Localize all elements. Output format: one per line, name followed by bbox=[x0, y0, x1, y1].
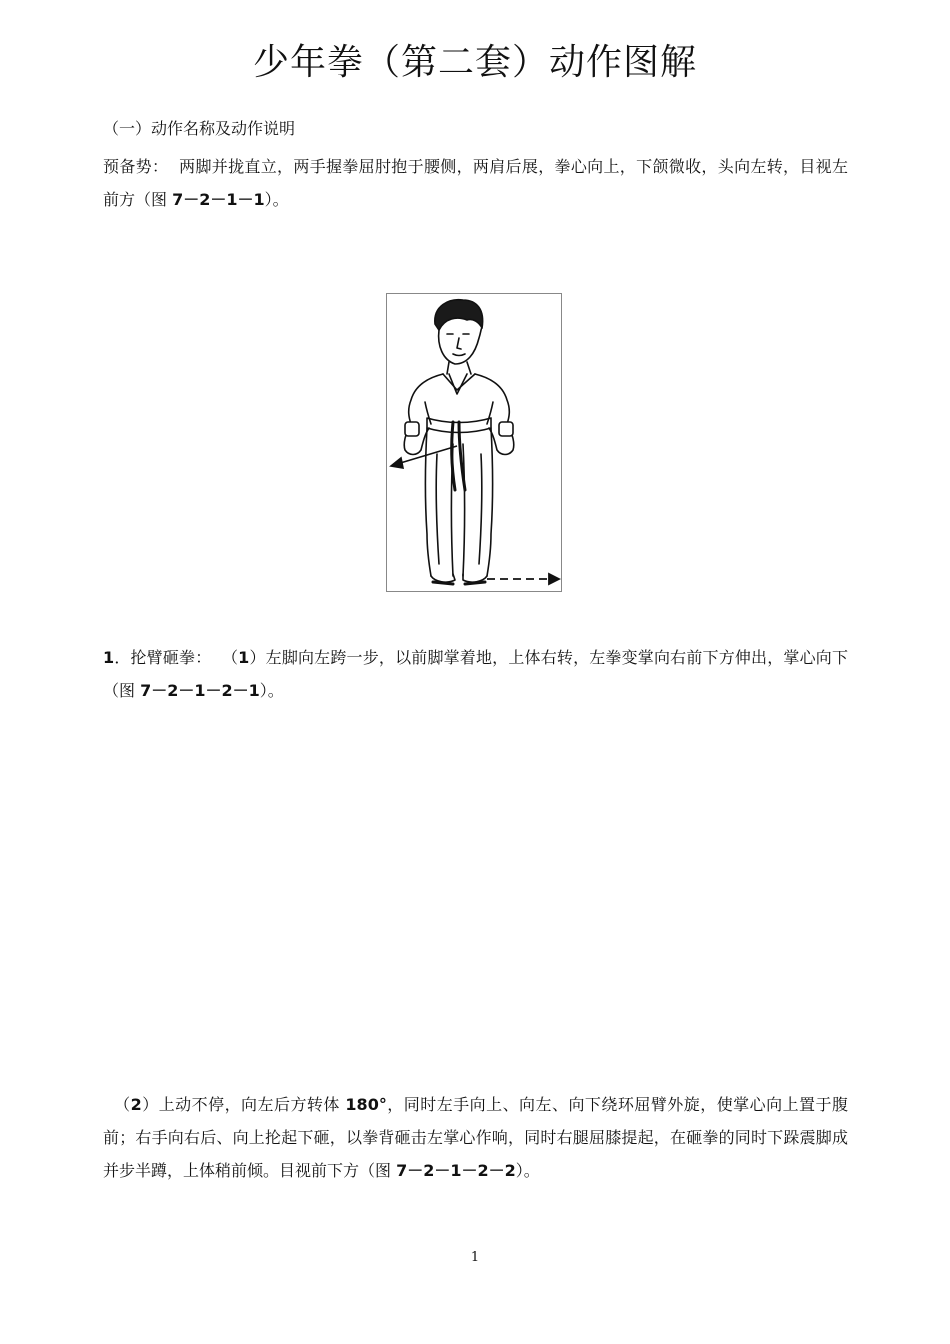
figure-ref: 7－2－1－1 bbox=[172, 190, 265, 209]
ready-posture-label: 预备势： bbox=[103, 157, 169, 176]
page-title: 少年拳（第二套）动作图解 bbox=[252, 42, 697, 83]
step2-sub-number: 2 bbox=[130, 1095, 142, 1114]
standing-figure-illustration bbox=[387, 294, 561, 591]
ready-posture-text-end: ）。 bbox=[264, 190, 289, 209]
ready-posture-figure bbox=[386, 293, 562, 592]
step2-paragraph: （2）上动不停，向左后方转体 180°，同时左手向上、向左、向下绕环屈臂外旋，使掌心向上置于腹前；右手向右后、向上抡起下砸，以拳背砸击左掌心作响，同时右腿屈膝提起，在砸拳的同时下跺震脚成并步半蹲，上体稍前倾。目视前下方（图 7－2－1－2－2）。 bbox=[103, 1095, 848, 1180]
step2-text: 上动不停，向左后方转体 bbox=[158, 1095, 346, 1114]
figure-ref: 7－2－1－2－1 bbox=[140, 681, 260, 700]
ready-posture-paragraph bbox=[103, 150, 848, 216]
step1-paragraph: 1．抡臂砸拳： （1）左脚向左跨一步，以前脚掌着地，上体右转，左拳变掌向右前下方伸出，掌心向下（图 7－2－1－2－1）。 bbox=[103, 648, 848, 700]
ready-posture-text: 两脚并拢直立，两手握拳屈肘抱于腰侧，两肩后展，拳心向上，下颌微收，头向左转，目视左前方（图 bbox=[103, 157, 848, 209]
step1-text-end: ）。 bbox=[259, 681, 284, 700]
step2-text-mid: ，同时左手向上、向左、向下绕环屈臂外旋，使掌心向上置于腹前；右手向右后、向上抡起下砸，以拳背砸击左掌心作响，同时右腿屈膝提起，在砸拳的同时下跺震脚成并步半蹲，上体稍前倾。目视前下方（图 bbox=[103, 1095, 848, 1180]
step2-text-end: ）。 bbox=[515, 1161, 540, 1180]
figure-ref: 7－2－1－2－2 bbox=[396, 1161, 516, 1180]
rotation-degree: 180° bbox=[345, 1095, 387, 1114]
step1-sub-number: 1 bbox=[238, 648, 250, 667]
step1-label: ．抡臂砸拳： bbox=[114, 648, 212, 667]
page-number: 1 bbox=[470, 1250, 480, 1265]
step1-number: 1 bbox=[103, 648, 115, 667]
step1-text: 左脚向左跨一步，以前脚掌着地，上体右转，左拳变掌向右前下方伸出，掌心向下（图 bbox=[103, 648, 848, 700]
section-heading: （一）动作名称及动作说明 bbox=[103, 119, 296, 138]
